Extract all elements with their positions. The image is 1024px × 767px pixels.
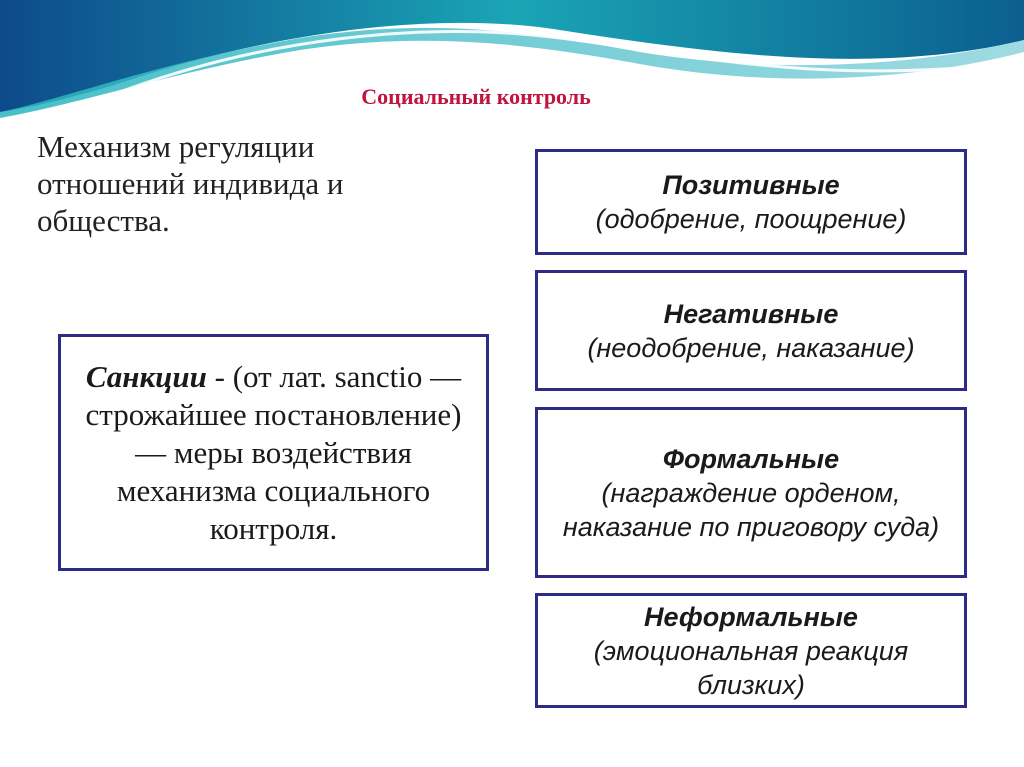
- sanction-type-name: Формальные: [662, 443, 840, 474]
- sanction-type-formal: [535, 407, 967, 578]
- sanction-type-name: Негативные: [663, 298, 839, 329]
- slide-title: Социальный контроль: [361, 84, 591, 109]
- sanction-type-name: Позитивные: [662, 170, 840, 200]
- definition-text: Механизм регуляции отношений индивида и общества.: [37, 129, 344, 238]
- sanction-type-positive: [535, 149, 967, 255]
- sanction-type-detail: (награждение орденом, наказание по приговору суда): [562, 477, 940, 542]
- sanction-type-negative: [535, 270, 967, 391]
- sanction-type-informal: [535, 593, 967, 708]
- sanction-type-detail: (одобрение, поощрение): [595, 204, 907, 234]
- sanctions-definition: [71, 358, 476, 548]
- sanction-type-detail: (неодобрение, наказание): [587, 332, 915, 363]
- sanction-type-detail: (эмоциональная реакция близких): [593, 635, 909, 700]
- sanctions-text: - (от лат. sanctio — строжайшее постановление) — меры воздействия механизма социального контроля.: [85, 358, 462, 546]
- sanctions-term: Санкции: [85, 358, 207, 394]
- sanction-type-name: Неформальные: [644, 601, 858, 632]
- sanctions-box: [58, 334, 489, 571]
